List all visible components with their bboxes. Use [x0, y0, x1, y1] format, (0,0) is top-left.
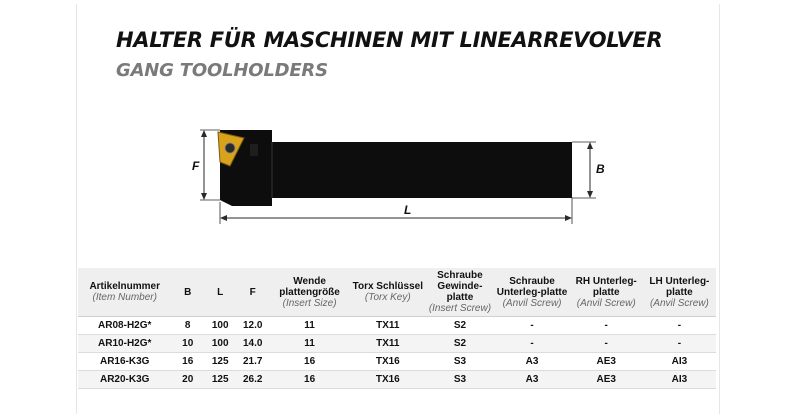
cell-anvil-screw: A3 [494, 353, 569, 371]
cell-f: 26.2 [236, 371, 269, 389]
col-header-insert-screw: Schraube Gewinde-platte (Insert Screw) [425, 268, 494, 317]
f-label: F [192, 159, 200, 173]
cell-rh-anvil: - [570, 335, 643, 353]
table-row [78, 371, 716, 389]
table-row [78, 353, 716, 371]
cell-b: 8 [171, 317, 204, 335]
cell-item-number: AR10-H2G* [78, 335, 171, 353]
cell-insert-size: 16 [269, 371, 350, 389]
cell-anvil-screw: A3 [494, 371, 569, 389]
cell-l: 100 [204, 317, 237, 335]
table-header-row [78, 268, 716, 317]
cell-lh-anvil: - [643, 335, 716, 353]
cell-torx-key: TX11 [350, 317, 425, 335]
cell-insert-size: 11 [269, 335, 350, 353]
col-header-lh-anvil: LH Unterleg-platte (Anvil Screw) [643, 268, 716, 317]
holder-shank [272, 142, 572, 198]
cell-torx-key: TX11 [350, 335, 425, 353]
cell-rh-anvil: AE3 [570, 371, 643, 389]
col-header-l: L [204, 268, 237, 317]
col-header-f: F [236, 268, 269, 317]
cell-insert-screw: S2 [425, 335, 494, 353]
f-arrow-bottom [201, 193, 207, 200]
cell-rh-anvil: AE3 [570, 353, 643, 371]
cell-insert-screw: S2 [425, 317, 494, 335]
cell-item-number: AR08-H2G* [78, 317, 171, 335]
cell-item-number: AR20-K3G [78, 371, 171, 389]
cell-item-number: AR16-K3G [78, 353, 171, 371]
table-row [78, 335, 716, 353]
page-subtitle: GANG TOOLHOLDERS [116, 60, 328, 81]
col-header-insert-size: Wende plattengröße (Insert Size) [269, 268, 350, 317]
cell-f: 21.7 [236, 353, 269, 371]
cell-l: 125 [204, 371, 237, 389]
cell-lh-anvil: AI3 [643, 371, 716, 389]
table-row [78, 317, 716, 335]
cell-lh-anvil: - [643, 317, 716, 335]
b-label: B [596, 162, 605, 176]
cell-f: 14.0 [236, 335, 269, 353]
cell-b: 20 [171, 371, 204, 389]
cell-insert-size: 16 [269, 353, 350, 371]
col-header-anvil-screw: Schraube Unterleg-platte (Anvil Screw) [494, 268, 569, 317]
col-header-b: B [171, 268, 204, 317]
spec-table [78, 268, 716, 389]
l-label: L [404, 203, 412, 217]
cell-lh-anvil: AI3 [643, 353, 716, 371]
cell-anvil-screw: - [494, 335, 569, 353]
cell-insert-size: 11 [269, 317, 350, 335]
cell-insert-screw: S3 [425, 353, 494, 371]
toolholder-drawing [180, 118, 610, 230]
cell-b: 16 [171, 353, 204, 371]
col-header-rh-anvil: RH Unterleg-platte (Anvil Screw) [570, 268, 643, 317]
clamp [250, 144, 258, 156]
cell-f: 12.0 [236, 317, 269, 335]
cell-l: 100 [204, 335, 237, 353]
cell-anvil-screw: - [494, 317, 569, 335]
col-header-torx-key: Torx Schlüssel (Torx Key) [350, 268, 425, 317]
cell-torx-key: TX16 [350, 371, 425, 389]
cell-insert-screw: S3 [425, 371, 494, 389]
page-title: HALTER FÜR MASCHINEN MIT LINEARREVOLVER [116, 28, 663, 52]
insert-screw [225, 143, 235, 153]
col-header-item-number: Artikelnummer (Item Number) [78, 268, 171, 317]
f-arrow-top [201, 130, 207, 137]
cell-l: 125 [204, 353, 237, 371]
cell-torx-key: TX16 [350, 353, 425, 371]
cell-b: 10 [171, 335, 204, 353]
cell-rh-anvil: - [570, 317, 643, 335]
